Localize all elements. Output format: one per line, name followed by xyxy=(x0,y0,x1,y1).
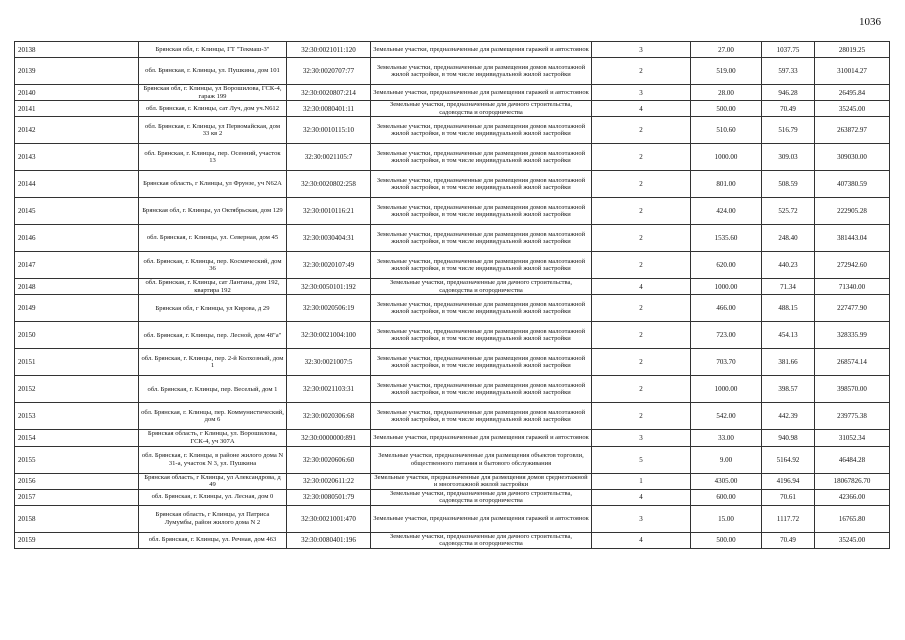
cadastral-value-cell: 16765.80 xyxy=(815,505,890,532)
table-row xyxy=(15,101,890,117)
specific-value-cell: 440.23 xyxy=(762,252,815,279)
cadastral-value-cell: 381443.04 xyxy=(815,225,890,252)
cadastral-number-cell: 32:30:0050101:192 xyxy=(287,279,371,295)
specific-value-cell: 70.49 xyxy=(762,101,815,117)
group-code-cell: 2 xyxy=(592,403,691,430)
area-cell: 1000.00 xyxy=(691,144,762,171)
table-row xyxy=(15,252,890,279)
address-cell: обл. Брянская, г. Клинцы, ул. Лесная, дом 0 xyxy=(139,489,287,505)
land-use-cell: Земельные участки, предназначенные для размещения домов малоэтажной жилой застройки, в том числе индивидуальной жилой застройки xyxy=(371,252,592,279)
address-cell: обл. Брянская, г. Клинцы, пер. Космический, дом 36 xyxy=(139,252,287,279)
group-code-cell: 3 xyxy=(592,430,691,446)
address-cell: обл. Брянская, г. Клинцы, пер. Осенний, участок 13 xyxy=(139,144,287,171)
cadastral-value-cell: 222905.28 xyxy=(815,198,890,225)
row-number-cell: 20138 xyxy=(15,42,139,58)
row-number-cell: 20141 xyxy=(15,101,139,117)
specific-value-cell: 946.28 xyxy=(762,85,815,101)
specific-value-cell: 516.79 xyxy=(762,117,815,144)
address-cell: обл. Брянская, г. Клинцы, пер. Веселый, дом 1 xyxy=(139,376,287,403)
table-row xyxy=(15,225,890,252)
address-cell: Брянская обл, г. Клинцы, ул Ворошилова, ГСК-4, гараж 199 xyxy=(139,85,287,101)
group-code-cell: 3 xyxy=(592,505,691,532)
cadastral-number-cell: 32:30:0020606:60 xyxy=(287,446,371,473)
cadastral-number-cell: 32:30:0020306:68 xyxy=(287,403,371,430)
page-number: 1036 xyxy=(859,16,881,28)
land-use-cell: Земельные участки, предназначенные для размещения объектов торговли, общественного питания и бытового обслуживания xyxy=(371,446,592,473)
cadastral-value-cell: 263872.97 xyxy=(815,117,890,144)
land-use-cell: Земельные участки, предназначенные для размещения домов малоэтажной жилой застройки, в том числе индивидуальной жилой застройки xyxy=(371,144,592,171)
row-number-cell: 20152 xyxy=(15,376,139,403)
land-use-cell: Земельные участки, предназначенные для размещения домов малоэтажной жилой застройки, в том числе индивидуальной жилой застройки xyxy=(371,117,592,144)
cadastral-number-cell: 32:30:0020802:258 xyxy=(287,171,371,198)
land-use-cell: Земельные участки, предназначенные для размещения домов малоэтажной жилой застройки, в том числе индивидуальной жилой застройки xyxy=(371,403,592,430)
row-number-cell: 20149 xyxy=(15,295,139,322)
specific-value-cell: 248.40 xyxy=(762,225,815,252)
land-use-cell: Земельные участки, предназначенные для дачного строительства, садоводства и огородничества xyxy=(371,101,592,117)
area-cell: 510.60 xyxy=(691,117,762,144)
cadastral-value-cell: 239775.38 xyxy=(815,403,890,430)
cadastral-value-cell: 18067826.70 xyxy=(815,473,890,489)
address-cell: обл. Брянская, г. Клинцы, сат Луч, дом уч.N612 xyxy=(139,101,287,117)
land-use-cell: Земельные участки, предназначенные для размещения гаражей и автостоянок xyxy=(371,505,592,532)
specific-value-cell: 5164.92 xyxy=(762,446,815,473)
group-code-cell: 1 xyxy=(592,473,691,489)
cadastral-value-cell: 328335.99 xyxy=(815,322,890,349)
row-number-cell: 20143 xyxy=(15,144,139,171)
cadastral-value-cell: 42366.00 xyxy=(815,489,890,505)
address-cell: обл. Брянская, г. Клинцы, пер. 2-й Колхозный, дом 1 xyxy=(139,349,287,376)
area-cell: 33.00 xyxy=(691,430,762,446)
cadastral-value-cell: 35245.00 xyxy=(815,101,890,117)
table-row xyxy=(15,85,890,101)
specific-value-cell: 442.39 xyxy=(762,403,815,430)
row-number-cell: 20144 xyxy=(15,171,139,198)
area-cell: 801.00 xyxy=(691,171,762,198)
address-cell: Брянская обл, г Клинцы, ул Кирова, д 29 xyxy=(139,295,287,322)
row-number-cell: 20140 xyxy=(15,85,139,101)
address-cell: обл. Брянская, г. Клинцы, пер. Коммунистический, дом 6 xyxy=(139,403,287,430)
group-code-cell: 2 xyxy=(592,117,691,144)
cadastral-value-cell: 28019.25 xyxy=(815,42,890,58)
table-row xyxy=(15,144,890,171)
area-cell: 1000.00 xyxy=(691,279,762,295)
address-cell: Брянская область, г Клинцы, ул. Ворошилова, ГСК-4, уч 307А xyxy=(139,430,287,446)
row-number-cell: 20158 xyxy=(15,505,139,532)
specific-value-cell: 940.98 xyxy=(762,430,815,446)
table-row xyxy=(15,532,890,548)
table-row xyxy=(15,473,890,489)
area-cell: 28.00 xyxy=(691,85,762,101)
cadastral-number-cell: 32:30:0030404:31 xyxy=(287,225,371,252)
cadastral-value-cell: 227477.90 xyxy=(815,295,890,322)
cadastral-number-cell: 32:30:0020707:77 xyxy=(287,58,371,85)
land-use-cell: Земельные участки, предназначенные для размещения домов малоэтажной жилой застройки, в том числе индивидуальной жилой застройки xyxy=(371,349,592,376)
area-cell: 723.00 xyxy=(691,322,762,349)
area-cell: 15.00 xyxy=(691,505,762,532)
table-row xyxy=(15,403,890,430)
group-code-cell: 4 xyxy=(592,101,691,117)
row-number-cell: 20147 xyxy=(15,252,139,279)
cadastral-number-cell: 32:30:0021103:31 xyxy=(287,376,371,403)
cadastral-value-table xyxy=(14,41,890,549)
area-cell: 600.00 xyxy=(691,489,762,505)
area-cell: 500.00 xyxy=(691,101,762,117)
address-cell: Брянская область, г Клинцы, ул Патриса Лумумбы, район жилого дома N 2 xyxy=(139,505,287,532)
cadastral-number-cell: 32:30:0010116:21 xyxy=(287,198,371,225)
cadastral-number-cell: 32:30:0080401:11 xyxy=(287,101,371,117)
land-use-cell: Земельные участки, предназначенные для размещения домов малоэтажной жилой застройки, в том числе индивидуальной жилой застройки xyxy=(371,322,592,349)
cadastral-number-cell: 32:30:0000000:891 xyxy=(287,430,371,446)
table-row xyxy=(15,322,890,349)
specific-value-cell: 508.59 xyxy=(762,171,815,198)
cadastral-value-cell: 309030.00 xyxy=(815,144,890,171)
specific-value-cell: 71.34 xyxy=(762,279,815,295)
cadastral-value-cell: 35245.00 xyxy=(815,532,890,548)
land-use-cell: Земельные участки, предназначенные для размещения гаражей и автостоянок xyxy=(371,430,592,446)
land-use-cell: Земельные участки, предназначенные для дачного строительства, садоводства и огородничества xyxy=(371,279,592,295)
group-code-cell: 2 xyxy=(592,322,691,349)
land-use-cell: Земельные участки, предназначенные для размещения домов среднеэтажной и многоэтажной жилой застройки xyxy=(371,473,592,489)
cadastral-value-cell: 46484.28 xyxy=(815,446,890,473)
address-cell: Брянская обл, г. Клинцы, ГТ "Текмаш-3" xyxy=(139,42,287,58)
cadastral-number-cell: 32:30:0021004:100 xyxy=(287,322,371,349)
table-row xyxy=(15,58,890,85)
table-row xyxy=(15,295,890,322)
land-use-cell: Земельные участки, предназначенные для дачного строительства, садоводства и огородничества xyxy=(371,532,592,548)
cadastral-value-cell: 407380.59 xyxy=(815,171,890,198)
table-row xyxy=(15,349,890,376)
row-number-cell: 20155 xyxy=(15,446,139,473)
address-cell: обл. Брянская, г. Клинцы, сат Лантана, дом 192, квартира 192 xyxy=(139,279,287,295)
group-code-cell: 2 xyxy=(592,225,691,252)
address-cell: Брянская область, г Клинцы, ул Фрунзе, уч N62А xyxy=(139,171,287,198)
land-use-cell: Земельные участки, предназначенные для размещения гаражей и автостоянок xyxy=(371,85,592,101)
table-row xyxy=(15,198,890,225)
group-code-cell: 3 xyxy=(592,42,691,58)
table-row xyxy=(15,505,890,532)
group-code-cell: 4 xyxy=(592,489,691,505)
specific-value-cell: 597.33 xyxy=(762,58,815,85)
area-cell: 542.00 xyxy=(691,403,762,430)
land-use-cell: Земельные участки, предназначенные для размещения гаражей и автостоянок xyxy=(371,42,592,58)
cadastral-number-cell: 32:30:0020107:49 xyxy=(287,252,371,279)
cadastral-value-cell: 268574.14 xyxy=(815,349,890,376)
group-code-cell: 2 xyxy=(592,376,691,403)
area-cell: 1000.00 xyxy=(691,376,762,403)
specific-value-cell: 454.13 xyxy=(762,322,815,349)
cadastral-number-cell: 32:30:0020506:19 xyxy=(287,295,371,322)
cadastral-value-cell: 26495.84 xyxy=(815,85,890,101)
area-cell: 27.00 xyxy=(691,42,762,58)
row-number-cell: 20145 xyxy=(15,198,139,225)
row-number-cell: 20159 xyxy=(15,532,139,548)
address-cell: обл. Брянская, г. Клинцы, ул Первомайская, дом 33 кв 2 xyxy=(139,117,287,144)
area-cell: 703.70 xyxy=(691,349,762,376)
area-cell: 424.00 xyxy=(691,198,762,225)
specific-value-cell: 70.49 xyxy=(762,532,815,548)
table-row xyxy=(15,376,890,403)
row-number-cell: 20139 xyxy=(15,58,139,85)
specific-value-cell: 1117.72 xyxy=(762,505,815,532)
table-row xyxy=(15,42,890,58)
group-code-cell: 4 xyxy=(592,279,691,295)
area-cell: 620.00 xyxy=(691,252,762,279)
group-code-cell: 2 xyxy=(592,349,691,376)
cadastral-value-cell: 31052.34 xyxy=(815,430,890,446)
address-cell: Брянская область, г Клинцы, ул Александрова, д 49 xyxy=(139,473,287,489)
address-cell: Брянская обл, г. Клинцы, ул Октябрьская, дом 129 xyxy=(139,198,287,225)
specific-value-cell: 381.66 xyxy=(762,349,815,376)
specific-value-cell: 398.57 xyxy=(762,376,815,403)
table-row xyxy=(15,171,890,198)
cadastral-number-cell: 32:30:0021001:470 xyxy=(287,505,371,532)
table-row xyxy=(15,446,890,473)
table-row xyxy=(15,430,890,446)
cadastral-number-cell: 32:30:0021105:7 xyxy=(287,144,371,171)
cadastral-number-cell: 32:30:0021007:5 xyxy=(287,349,371,376)
address-cell: обл. Брянская, г. Клинцы, ул. Речная, дом 463 xyxy=(139,532,287,548)
row-number-cell: 20153 xyxy=(15,403,139,430)
area-cell: 466.00 xyxy=(691,295,762,322)
table-row xyxy=(15,117,890,144)
cadastral-value-cell: 398570.00 xyxy=(815,376,890,403)
specific-value-cell: 525.72 xyxy=(762,198,815,225)
area-cell: 1535.60 xyxy=(691,225,762,252)
row-number-cell: 20150 xyxy=(15,322,139,349)
land-use-cell: Земельные участки, предназначенные для размещения домов малоэтажной жилой застройки, в том числе индивидуальной жилой застройки xyxy=(371,376,592,403)
address-cell: обл. Брянская, г. Клинцы, ул. Северная, дом 45 xyxy=(139,225,287,252)
cadastral-number-cell: 32:30:0080501:79 xyxy=(287,489,371,505)
group-code-cell: 2 xyxy=(592,198,691,225)
area-cell: 519.00 xyxy=(691,58,762,85)
specific-value-cell: 309.03 xyxy=(762,144,815,171)
land-use-cell: Земельные участки, предназначенные для дачного строительства, садоводства и огородничества xyxy=(371,489,592,505)
land-use-cell: Земельные участки, предназначенные для размещения домов малоэтажной жилой застройки, в том числе индивидуальной жилой застройки xyxy=(371,225,592,252)
table-row xyxy=(15,279,890,295)
row-number-cell: 20151 xyxy=(15,349,139,376)
row-number-cell: 20142 xyxy=(15,117,139,144)
row-number-cell: 20146 xyxy=(15,225,139,252)
group-code-cell: 2 xyxy=(592,171,691,198)
area-cell: 500.00 xyxy=(691,532,762,548)
cadastral-number-cell: 32:30:0010115:10 xyxy=(287,117,371,144)
row-number-cell: 20154 xyxy=(15,430,139,446)
row-number-cell: 20148 xyxy=(15,279,139,295)
group-code-cell: 3 xyxy=(592,85,691,101)
row-number-cell: 20157 xyxy=(15,489,139,505)
land-use-cell: Земельные участки, предназначенные для размещения домов малоэтажной жилой застройки, в том числе индивидуальной жилой застройки xyxy=(371,295,592,322)
specific-value-cell: 4196.94 xyxy=(762,473,815,489)
row-number-cell: 20156 xyxy=(15,473,139,489)
land-use-cell: Земельные участки, предназначенные для размещения домов малоэтажной жилой застройки, в том числе индивидуальной жилой застройки xyxy=(371,58,592,85)
cadastral-number-cell: 32:30:0020807:214 xyxy=(287,85,371,101)
group-code-cell: 2 xyxy=(592,252,691,279)
specific-value-cell: 70.61 xyxy=(762,489,815,505)
specific-value-cell: 1037.75 xyxy=(762,42,815,58)
cadastral-value-cell: 310014.27 xyxy=(815,58,890,85)
specific-value-cell: 488.15 xyxy=(762,295,815,322)
land-use-cell: Земельные участки, предназначенные для размещения домов малоэтажной жилой застройки, в том числе индивидуальной жилой застройки xyxy=(371,198,592,225)
address-cell: обл. Брянская, г. Клинцы, пер. Лесной, дом 48"а" xyxy=(139,322,287,349)
cadastral-number-cell: 32:30:0020611:22 xyxy=(287,473,371,489)
group-code-cell: 2 xyxy=(592,144,691,171)
cadastral-value-cell: 71340.00 xyxy=(815,279,890,295)
group-code-cell: 2 xyxy=(592,295,691,322)
group-code-cell: 5 xyxy=(592,446,691,473)
group-code-cell: 4 xyxy=(592,532,691,548)
table-row xyxy=(15,489,890,505)
cadastral-number-cell: 32:30:0080401:196 xyxy=(287,532,371,548)
address-cell: обл. Брянская, г. Клинцы, в районе жилого дома N 31-а, участок N 3, ул. Пушкина xyxy=(139,446,287,473)
address-cell: обл. Брянская, г. Клинцы, ул. Пушкина, дом 101 xyxy=(139,58,287,85)
group-code-cell: 2 xyxy=(592,58,691,85)
cadastral-value-cell: 272942.60 xyxy=(815,252,890,279)
area-cell: 9.00 xyxy=(691,446,762,473)
land-use-cell: Земельные участки, предназначенные для размещения домов малоэтажной жилой застройки, в том числе индивидуальной жилой застройки xyxy=(371,171,592,198)
area-cell: 4305.00 xyxy=(691,473,762,489)
cadastral-number-cell: 32:30:0021011:120 xyxy=(287,42,371,58)
